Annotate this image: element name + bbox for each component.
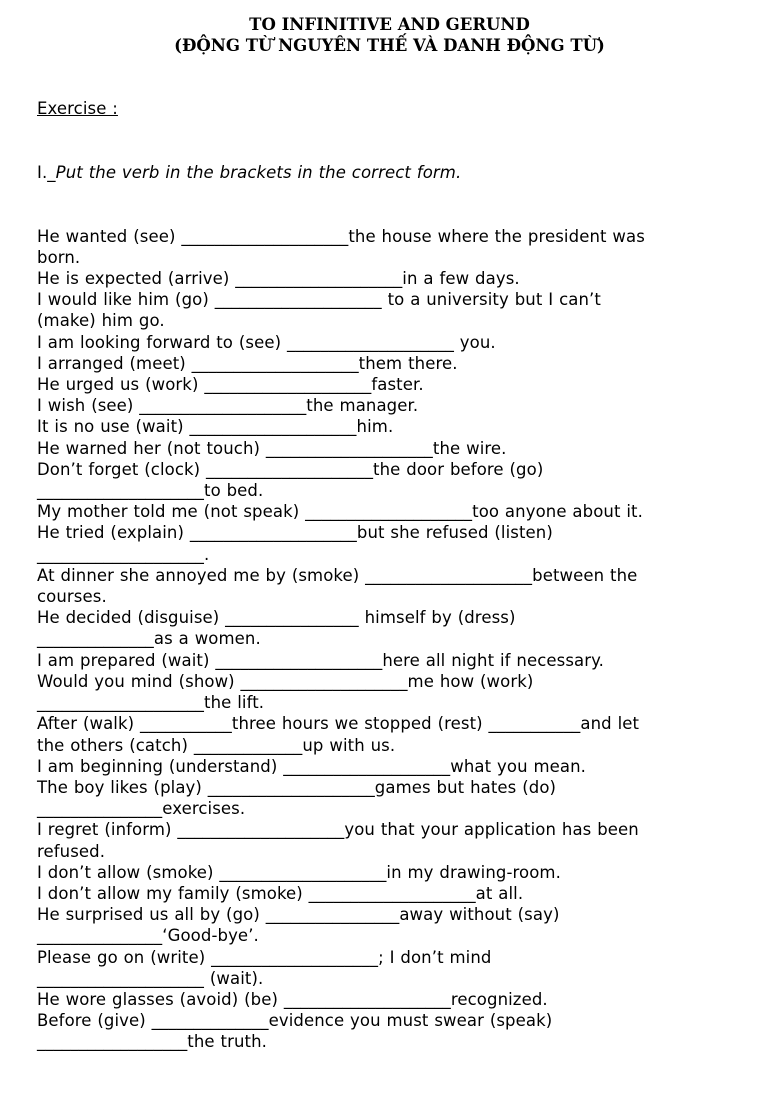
exercise-line: Would you mind (show) ____________________me how (work) — [37, 671, 534, 691]
exercise-line: courses. — [37, 587, 107, 607]
exercise-line: ____________________. — [37, 544, 210, 564]
exercise-line: I don’t allow (smoke) ____________________in my drawing-room. — [37, 862, 561, 882]
exercise-line: He wanted (see) ____________________the house where the president was — [37, 226, 645, 246]
exercise-line: He warned her (not touch) ____________________the wire. — [37, 438, 507, 458]
title-line-2: (ĐỘNG TỪ NGUYÊN THẾ VÀ DANH ĐỘNG TỪ) — [174, 36, 605, 55]
exercise-lines — [37, 226, 752, 1053]
exercise-line: He wore glasses (avoid) (be) ____________________recognized. — [37, 989, 548, 1009]
exercise-label: Exercise : — [37, 99, 118, 119]
exercise-line: ____________________to bed. — [37, 481, 264, 501]
exercise-line: I would like him (go) ____________________ to a university but I can’t — [37, 290, 601, 310]
exercise-body — [37, 56, 752, 1095]
exercise-line: ____________________the lift. — [37, 693, 265, 713]
exercise-line: After (walk) ___________three hours we stopped (rest) ___________and let — [37, 714, 640, 734]
exercise-line: He urged us (work) ____________________faster. — [37, 375, 424, 395]
exercise-line: I regret (inform) ____________________you that your application has been — [37, 820, 639, 840]
exercise-line: refused. — [37, 841, 106, 861]
exercise-line: I am beginning (understand) ____________________what you mean. — [37, 756, 587, 776]
exercise-line: At dinner she annoyed me by (smoke) ____________________between the — [37, 565, 638, 585]
exercise-line: I arranged (meet) ____________________them there. — [37, 353, 458, 373]
exercise-line: ______________as a women. — [37, 629, 261, 649]
instruction-line — [37, 162, 752, 183]
worksheet-title — [27, 14, 752, 56]
instruction-prefix: I._ — [37, 163, 56, 183]
exercise-line: ____________________ (wait). — [37, 968, 264, 988]
exercise-line: I wish (see) ____________________the manager. — [37, 396, 419, 416]
exercise-line: He is expected (arrive) ____________________in a few days. — [37, 269, 520, 289]
worksheet-page — [37, 14, 752, 1095]
exercise-line: _______________exercises. — [37, 799, 246, 819]
exercise-line: I don’t allow my family (smoke) ____________________at all. — [37, 883, 524, 903]
exercise-line: Don’t forget (clock) ____________________the door before (go) — [37, 459, 544, 479]
instruction-text: Put the verb in the brackets in the correct form. — [55, 163, 462, 183]
exercise-line: He tried (explain) ____________________but she refused (listen) — [37, 523, 553, 543]
exercise-line: It is no use (wait) ____________________him. — [37, 417, 394, 437]
exercise-line: Before (give) ______________evidence you must swear (speak) — [37, 1011, 553, 1031]
exercise-line: He decided (disguise) ________________ himself by (dress) — [37, 608, 516, 628]
title-line-1: TO INFINITIVE AND GERUND — [249, 15, 530, 34]
exercise-line: _______________‘Good-bye’. — [37, 926, 259, 946]
exercise-line: Please go on (write) ____________________; I don’t mind — [37, 947, 492, 967]
exercise-line: the others (catch) _____________up with us. — [37, 735, 396, 755]
exercise-line: My mother told me (not speak) ____________________too anyone about it. — [37, 502, 643, 522]
exercise-line: (make) him go. — [37, 311, 165, 331]
exercise-line: I am prepared (wait) ____________________here all night if necessary. — [37, 650, 604, 670]
exercise-line: I am looking forward to (see) ____________________ you. — [37, 332, 496, 352]
exercise-line: The boy likes (play) ____________________games but hates (do) — [37, 777, 557, 797]
exercise-line: __________________the truth. — [37, 1032, 268, 1052]
exercise-line: He surprised us all by (go) ________________away without (say) — [37, 905, 560, 925]
exercise-line: born. — [37, 247, 81, 267]
